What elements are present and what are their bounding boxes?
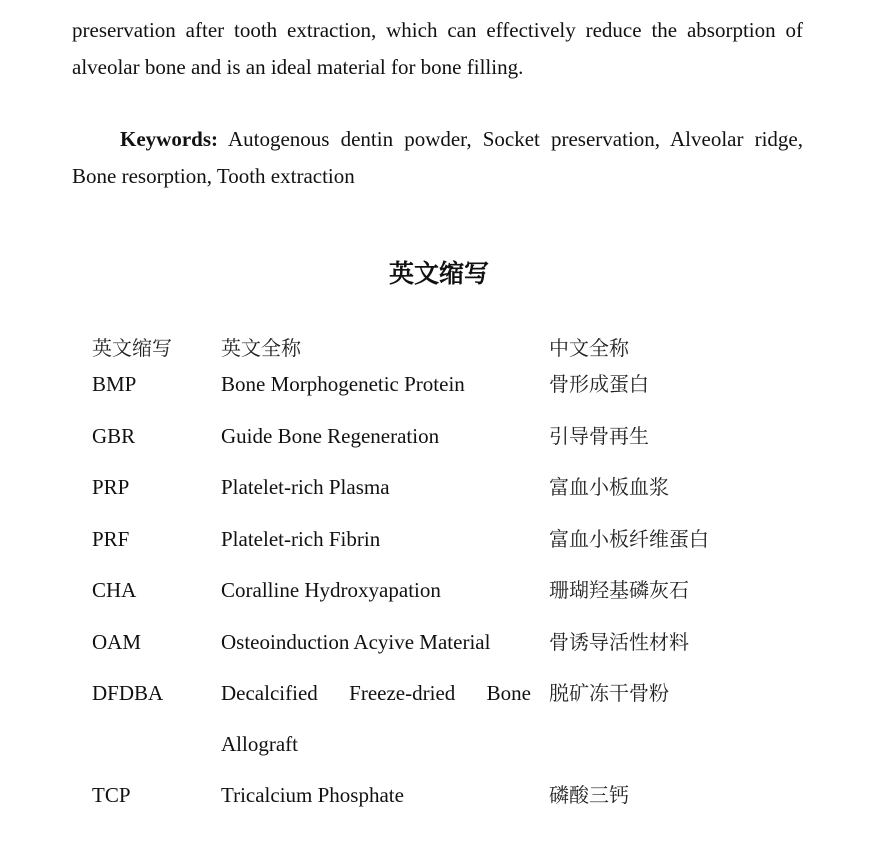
abbreviations-table — [92, 330, 792, 829]
chinese-name-cell: 富血小板纤维蛋白 — [549, 526, 709, 551]
header-abbreviation: 英文缩写 — [92, 336, 172, 360]
table-row — [92, 469, 792, 521]
full-name-cell: Bone Morphogenetic Protein — [221, 372, 465, 396]
table-row — [92, 521, 792, 573]
abbr-cell: OAM — [92, 629, 142, 654]
keywords-text: Autogenous dentin powder, Socket preservation, Alveolar ridge, Bone resorption, Tooth extraction — [72, 127, 803, 188]
table-row — [92, 418, 792, 470]
abbr-cell: PRF — [92, 526, 130, 551]
full-name-line-1: Decalcified Freeze-dried Bone — [221, 681, 531, 705]
table-row — [92, 777, 792, 829]
full-name-cell: Coralline Hydroxyapation — [221, 578, 441, 602]
full-name-line-2: Allograft — [221, 732, 298, 756]
header-chinese-full-name: 中文全称 — [549, 336, 629, 360]
full-name-cell: Platelet-rich Fibrin — [221, 526, 381, 551]
table-header-row — [92, 330, 792, 366]
chinese-name-cell: 珊瑚羟基磷灰石 — [549, 578, 689, 602]
full-name-cell: Guide Bone Regeneration — [221, 423, 440, 448]
chinese-name-cell: 磷酸三钙 — [549, 783, 629, 807]
table-row — [92, 366, 792, 418]
abbreviations-title: 英文缩写 — [388, 259, 489, 288]
chinese-name-cell: 脱矿冻干骨粉 — [549, 681, 669, 705]
abbr-cell: DFDBA — [92, 681, 164, 705]
full-name-cell: Tricalcium Phosphate — [221, 783, 404, 807]
abstract-tail-paragraph: preservation after tooth extraction, which can effectively reduce the absorption of alveolar bone and is an ideal material for bone filling. — [72, 18, 803, 79]
abbr-cell: BMP — [92, 372, 137, 396]
abbr-cell: PRP — [92, 475, 130, 499]
keywords-label: Keywords: — [120, 127, 218, 151]
keywords-paragraph — [72, 121, 803, 195]
abbr-cell: GBR — [92, 423, 136, 448]
full-name-cell: Osteoinduction Acyive Material — [221, 629, 491, 654]
chinese-name-cell: 骨诱导活性材料 — [549, 629, 689, 654]
full-name-cell: Platelet-rich Plasma — [221, 475, 390, 499]
abbr-cell: CHA — [92, 578, 137, 602]
header-english-full-name: 英文全称 — [221, 336, 301, 360]
full-name-cell — [221, 668, 531, 770]
chinese-name-cell: 富血小板血浆 — [549, 475, 669, 499]
chinese-name-cell: 引导骨再生 — [549, 423, 649, 448]
chinese-name-cell: 骨形成蛋白 — [549, 372, 649, 396]
table-row — [92, 675, 792, 777]
abbr-cell: TCP — [92, 783, 131, 807]
table-row — [92, 572, 792, 624]
